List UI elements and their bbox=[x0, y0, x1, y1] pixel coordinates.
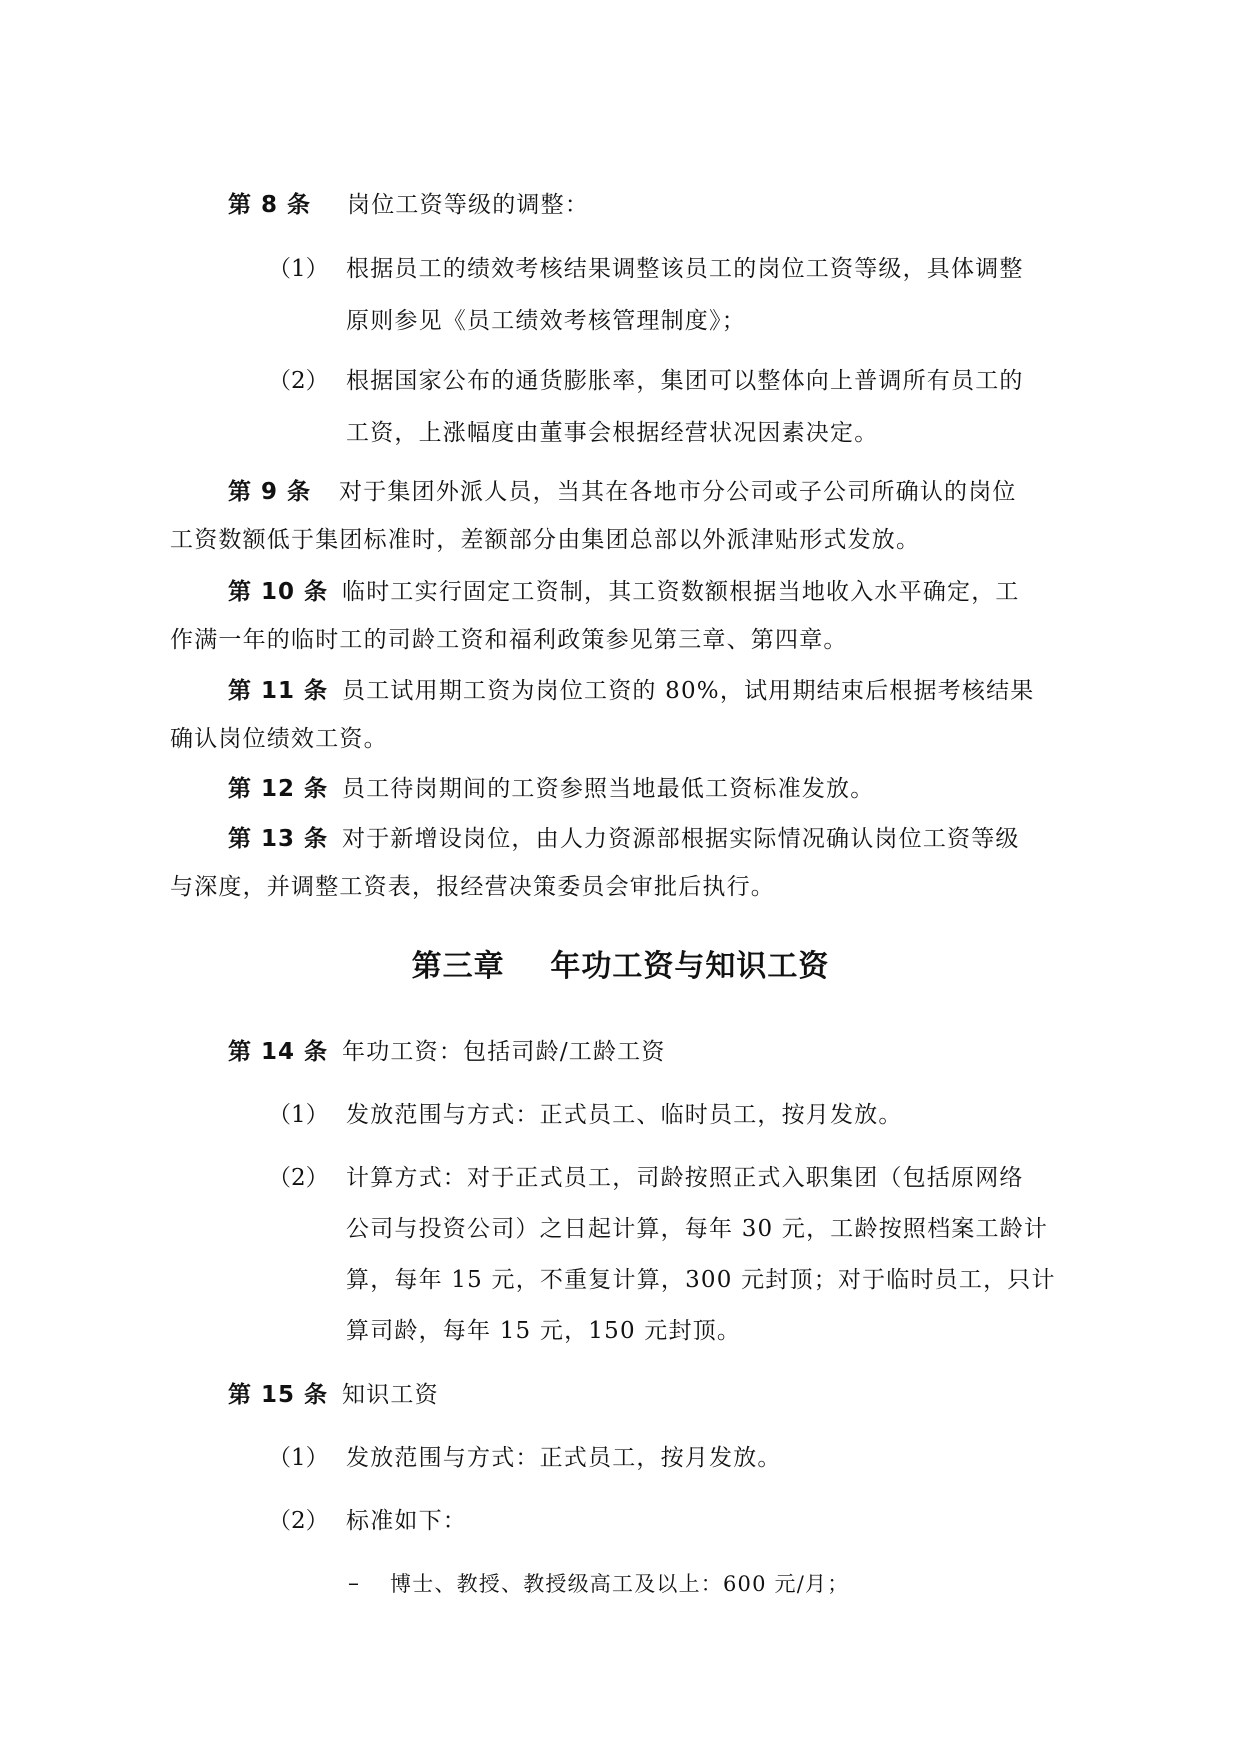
article-8 bbox=[228, 190, 589, 220]
article-14-item-1-line-1: 发放范围与方式：正式员工、临时员工，按月发放。 bbox=[346, 1102, 903, 1128]
article-14-label: 第 14 条 bbox=[228, 1039, 329, 1065]
article-13-label: 第 13 条 bbox=[228, 826, 329, 852]
article-10-label: 第 10 条 bbox=[228, 579, 329, 605]
article-9-line-1: 第 9 条 对于集团外派人员，当其在各地市分公司或子公司所确认的岗位 bbox=[228, 479, 1017, 505]
article-15 bbox=[228, 1380, 439, 1410]
article-14 bbox=[228, 1037, 666, 1067]
article-14-item-2-line-2: 公司与投资公司）之日起计算，每年 30 元，工龄按照档案工龄计 bbox=[346, 1216, 1049, 1242]
article-14-item-2-line-1: 计算方式：对于正式员工，司龄按照正式入职集团（包括原网络 bbox=[346, 1165, 1024, 1191]
article-8-item-1-number: （1） bbox=[268, 256, 329, 282]
article-15-item-1-line-1: 发放范围与方式：正式员工，按月发放。 bbox=[346, 1445, 782, 1471]
article-11-label: 第 11 条 bbox=[228, 678, 329, 704]
article-15-item-2-number: （2） bbox=[268, 1508, 329, 1534]
article-9-label: 第 9 条 bbox=[228, 479, 312, 505]
article-11-line-1: 第 11 条 员工试用期工资为岗位工资的 80%，试用期结束后根据考核结果 bbox=[228, 678, 1035, 704]
article-8-item-2-number: （2） bbox=[268, 368, 329, 394]
article-14-item-1-number: （1） bbox=[268, 1102, 329, 1128]
article-8-item-1-line-2: 原则参见《员工绩效考核管理制度》； bbox=[346, 308, 746, 334]
chapter-3-heading: 第三章 年功工资与知识工资 bbox=[411, 949, 830, 984]
article-14-item-2-number: （2） bbox=[268, 1165, 329, 1191]
article-8-text: 岗位工资等级的调整： bbox=[347, 192, 590, 218]
article-8-label: 第 8 条 bbox=[228, 192, 312, 218]
article-13-line-1: 第 13 条 对于新增设岗位，由人力资源部根据实际情况确认岗位工资等级 bbox=[228, 826, 1020, 852]
article-12-label: 第 12 条 bbox=[228, 776, 329, 802]
article-8-item-2-line-2: 工资，上涨幅度由董事会根据经营状况因素决定。 bbox=[346, 420, 879, 446]
article-15-item-2-line-1: 标准如下： bbox=[346, 1508, 467, 1534]
article-15-item-1-number: （1） bbox=[268, 1445, 329, 1471]
article-15-text: 知识工资 bbox=[342, 1382, 439, 1408]
article-11-line-2: 确认岗位绩效工资。 bbox=[170, 726, 388, 752]
article-15-label: 第 15 条 bbox=[228, 1382, 329, 1408]
article-14-item-2-line-3: 算，每年 15 元，不重复计算，300 元封顶；对于临时员工，只计 bbox=[346, 1267, 1056, 1293]
article-14-text: 年功工资：包括司龄/工龄工资 bbox=[342, 1039, 666, 1065]
article-15-bullet-1: 博士、教授、教授级高工及以上：600 元/月； bbox=[390, 1572, 850, 1596]
article-13-line-2: 与深度，并调整工资表，报经营决策委员会审批后执行。 bbox=[170, 874, 775, 900]
article-12-line-1: 第 12 条 员工待岗期间的工资参照当地最低工资标准发放。 bbox=[228, 776, 875, 802]
bullet-dash: – bbox=[348, 1571, 359, 1596]
article-8-item-2-line-1: 根据国家公布的通货膨胀率，集团可以整体向上普调所有员工的 bbox=[346, 368, 1024, 394]
article-14-item-2-line-4: 算司龄，每年 15 元，150 元封顶。 bbox=[346, 1318, 742, 1344]
article-10-line-2: 作满一年的临时工的司龄工资和福利政策参见第三章、第四章。 bbox=[170, 627, 848, 653]
article-9-line-2: 工资数额低于集团标准时，差额部分由集团总部以外派津贴形式发放。 bbox=[170, 527, 921, 553]
article-10-line-1: 第 10 条 临时工实行固定工资制，其工资数额根据当地收入水平确定，工 bbox=[228, 579, 1020, 605]
article-8-item-1-line-1: 根据员工的绩效考核结果调整该员工的岗位工资等级，具体调整 bbox=[346, 256, 1024, 282]
